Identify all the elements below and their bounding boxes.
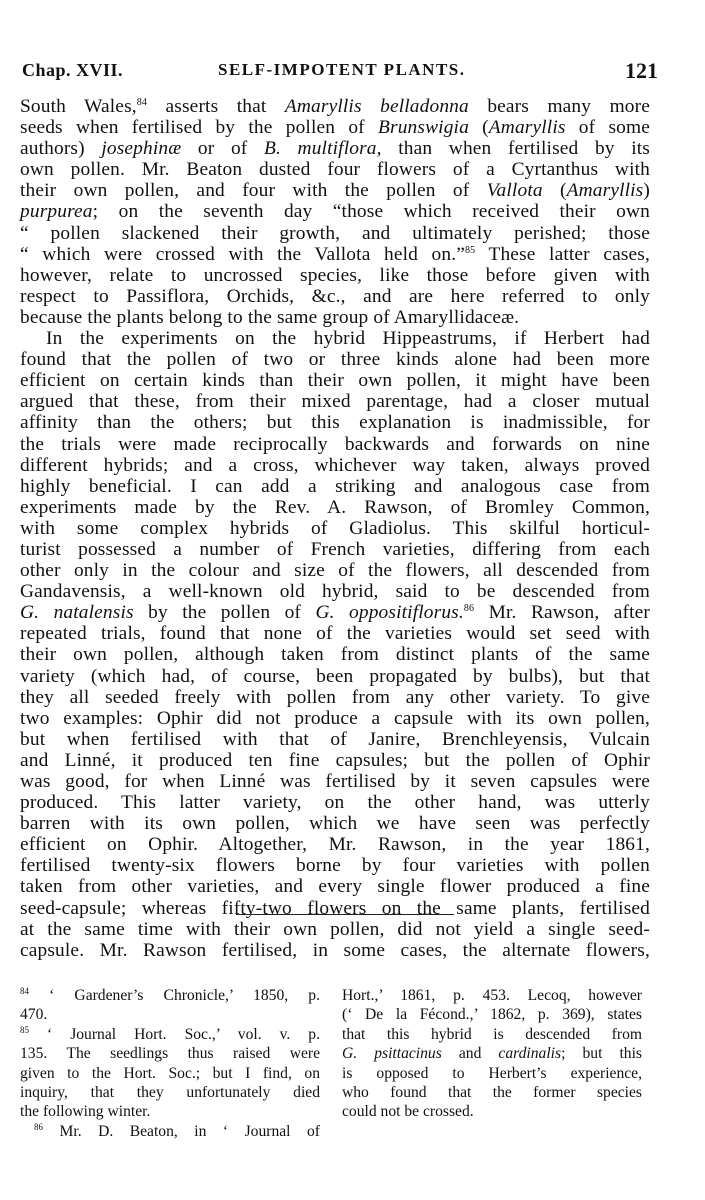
footnote-divider [236, 914, 454, 915]
chapter-label: Chap. XVII. [22, 60, 124, 80]
text-line: but when fertilised with that of Janire, Brenchleyensis, Vulcain [20, 728, 650, 750]
footnote-line: is opposed to Herbert’s experience, [342, 1064, 642, 1082]
footnote-line: who found that the former species [342, 1083, 642, 1101]
text-line: because the plants belong to the same group of Amaryllidaceæ. [20, 306, 520, 328]
footnote-line: could not be crossed. [342, 1103, 474, 1121]
text-line: two examples: Ophir did not produce a capsule with its own pollen, [20, 707, 650, 729]
footnote-marker: 85 [20, 1024, 29, 1035]
text-line: seed-capsule; whereas fifty-two flowers on the same plants, fertilised [20, 897, 650, 919]
text-line: with some complex hybrids of Gladiolus. This skilful horticul- [20, 517, 650, 539]
footnote-line: 470. [20, 1006, 48, 1024]
footnote-line: inquiry, that they unfortunately died [20, 1083, 320, 1101]
text-line: barren with its own pollen, which we have seen was perfectly [20, 813, 650, 835]
text-line: seeds when fertilised by the pollen of Brunswigia (Amaryllis of some [20, 117, 651, 139]
book-page [20, 58, 658, 961]
footnote-line: G. psittacinus and cardinalis; but this [342, 1045, 642, 1063]
text-line: highly beneficial. I can add a striking and analogous case from [20, 475, 650, 497]
footnote-ref: 86 [463, 603, 475, 615]
footnote-line: $^{86}$ Mr. D. Beaton, in ‘ Journal of [34, 1121, 320, 1140]
text-line: produced. This latter variety, on the other hand, was utterly [20, 792, 650, 814]
text-line: different hybrids; and a cross, whichever way taken, always proved [20, 454, 650, 476]
running-title: SELF-IMPOTENT PLANTS. [218, 60, 466, 79]
text-line: South Wales,$^{84}$ asserts that Amaryllis belladonna bears many more [20, 96, 651, 117]
text-line: was good, for when Linné was fertilised by it seven capsules were [20, 771, 650, 792]
text-line: own pollen. Mr. Beaton dusted four flowers of a Cyrtanthus with [20, 159, 650, 181]
footnote-marker: 86 [34, 1121, 43, 1132]
text-line: capsule. Mr. Rawson fertilised, in some cases, the alternate flowers, [20, 939, 650, 961]
footnote-line: Hort.,’ 1861, p. 453. Lecoq, however [342, 987, 642, 1004]
text-line: experiments made by the Rev. A. Rawson, of Bromley Common, [20, 496, 650, 518]
text-line: they all seeded freely with pollen from any other variety. To give [20, 686, 650, 708]
text-line: their own pollen, although taken from distinct plants of the same [20, 644, 650, 666]
running-header [20, 58, 658, 96]
text-line: variety (which had, of course, been propagated by bulbs), but that [20, 665, 650, 687]
text-line: found that the pollen of two or three kinds alone had been more [20, 349, 650, 371]
body-text [20, 96, 650, 961]
text-line: G. natalensis by the pollen of G. oppositiflorus.$^{86}$ Mr. Rawson, after [20, 602, 651, 624]
page-number: 121 [625, 58, 658, 83]
footnote-ref: 85 [464, 244, 476, 256]
text-line: efficient on Ophir. Altogether, Mr. Rawson, in the year 1861, [20, 834, 650, 856]
text-line: the trials were made reciprocally backwards and forwards on nine [20, 433, 650, 455]
text-line: at the same time with their own pollen, did not yield a single seed- [20, 918, 650, 940]
footnote-ref: 84 [136, 97, 148, 108]
text-line: affinity than the others; but this explanation is inadmissible, for [20, 412, 650, 434]
text-line: argued that these, from their mixed parentage, had a closer mutual [20, 391, 650, 413]
text-line: repeated trials, found that none of the varieties would set seed with [20, 623, 650, 645]
text-line: fertilised twenty-six flowers borne by four varieties with pollen [20, 855, 650, 877]
footnote-line: $^{85}$ ‘ Journal Hort. Soc.,’ vol. v. p. [20, 1024, 320, 1043]
text-line: Gandavensis, a well-known old hybrid, said to be descended from [20, 581, 650, 603]
text-line: efficient on certain kinds than their own pollen, it might have been [20, 370, 650, 392]
text-line: “ which were crossed with the Vallota held on.”$^{85}$ These latter cases, [20, 243, 650, 265]
text-line: and Linné, it produced ten fine capsules; but the pollen of Ophir [20, 749, 650, 771]
text-line: respect to Passiflora, Orchids, &c., and are here referred to only [20, 285, 650, 307]
footnote-line: given to the Hort. Soc.; but I find, on [20, 1064, 320, 1082]
footnotes-left-column [20, 986, 320, 1141]
text-line: taken from other varieties, and every single flower produced a fine [20, 876, 650, 898]
footnote-line: (‘ De la Fécond.,’ 1862, p. 369), states [342, 1006, 642, 1024]
text-line: turist possessed a number of French varieties, differing from each [20, 538, 650, 560]
text-line: authors) josephinæ or of B. multiflora, than when fertilised by its [20, 138, 651, 160]
text-line: other only in the colour and size of the flowers, all descended from [20, 560, 650, 582]
text-line: however, relate to uncrossed species, like those before given with [20, 264, 650, 286]
text-line: In the experiments on the hybrid Hippeastrums, if Herbert had [46, 328, 650, 350]
footnote-marker: 84 [20, 986, 29, 996]
footnote-line: 135. The seedlings thus raised were [20, 1045, 320, 1063]
text-line: “ pollen slackened their growth, and ultimately perished; those [20, 222, 650, 244]
footnotes-right-column [342, 986, 642, 1122]
footnote-line: the following winter. [20, 1103, 151, 1121]
footnote-line: $^{84}$ ‘ Gardener’s Chronicle,’ 1850, p. [20, 986, 320, 1004]
text-line: their own pollen, and four with the pollen of Vallota (Amaryllis) [20, 180, 650, 202]
text-line: purpurea; on the seventh day “those which received their own [20, 201, 650, 223]
footnote-line: that this hybrid is descended from [342, 1025, 642, 1043]
